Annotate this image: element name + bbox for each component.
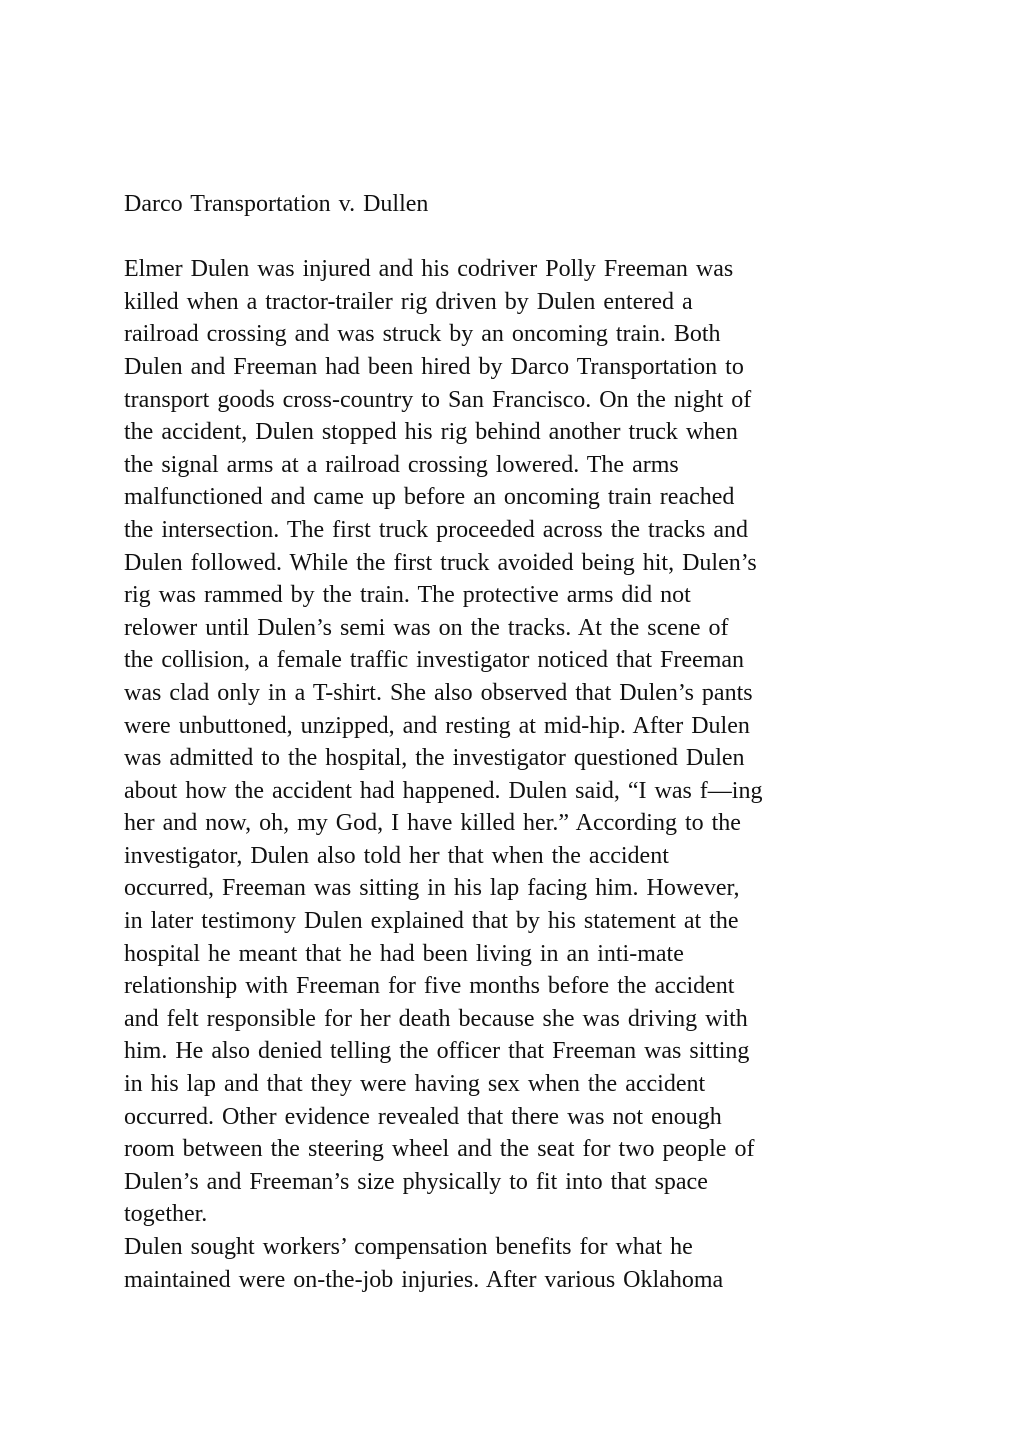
document-title: Darco Transportation v. Dullen bbox=[124, 191, 429, 217]
body-line: investigator, Dulen also told her that when the accident bbox=[124, 842, 669, 869]
body-line: room between the steering wheel and the seat for two people of bbox=[124, 1136, 755, 1163]
body-line: malfunctioned and came up before an oncoming train reached bbox=[124, 484, 735, 511]
document-body bbox=[124, 253, 924, 1296]
body-line: the intersection. The first truck proceeded across the tracks and bbox=[124, 516, 748, 543]
body-line: hospital he meant that he had been living in an inti-mate bbox=[124, 940, 684, 967]
body-line: relower until Dulen’s semi was on the tracks. At the scene of bbox=[124, 614, 729, 641]
body-line: maintained were on-the-job injuries. After various Oklahoma bbox=[124, 1266, 724, 1293]
document-page bbox=[124, 188, 924, 1296]
body-line: occurred, Freeman was sitting in his lap facing him. However, bbox=[124, 875, 740, 902]
body-line: was clad only in a T-shirt. She also observed that Dulen’s pants bbox=[124, 679, 753, 706]
body-line: in his lap and that they were having sex when the accident bbox=[124, 1071, 706, 1098]
body-line: Dulen’s and Freeman’s size physically to fit into that space bbox=[124, 1168, 708, 1195]
body-line: in later testimony Dulen explained that by his statement at the bbox=[124, 908, 739, 935]
title-spacer bbox=[124, 221, 924, 254]
body-line: together. bbox=[124, 1201, 208, 1228]
body-line: and felt responsible for her death because she was driving with bbox=[124, 1005, 748, 1032]
body-line: rig was rammed by the train. The protective arms did not bbox=[124, 582, 691, 609]
body-line: Elmer Dulen was injured and his codriver Polly Freeman was bbox=[124, 256, 734, 283]
body-line: her and now, oh, my God, I have killed her.” According to the bbox=[124, 810, 741, 837]
body-line: occurred. Other evidence revealed that there was not enough bbox=[124, 1103, 722, 1130]
body-line: the signal arms at a railroad crossing lowered. The arms bbox=[124, 451, 679, 478]
body-line: railroad crossing and was struck by an oncoming train. Both bbox=[124, 321, 721, 348]
body-line: transport goods cross-country to San Francisco. On the night of bbox=[124, 386, 752, 413]
body-line: Dulen followed. While the first truck avoided being hit, Dulen’s bbox=[124, 549, 757, 576]
body-line: Dulen and Freeman had been hired by Darco Transportation to bbox=[124, 353, 744, 380]
body-line: the collision, a female traffic investigator noticed that Freeman bbox=[124, 647, 745, 674]
body-line: about how the accident had happened. Dulen said, “I was f—ing bbox=[124, 777, 763, 804]
body-line: Dulen sought workers’ compensation benefits for what he bbox=[124, 1234, 693, 1260]
body-line: the accident, Dulen stopped his rig behind another truck when bbox=[124, 419, 738, 446]
body-line: were unbuttoned, unzipped, and resting at mid-hip. After Dulen bbox=[124, 712, 750, 739]
body-line: him. He also denied telling the officer that Freeman was sitting bbox=[124, 1038, 750, 1065]
body-line: relationship with Freeman for five months before the accident bbox=[124, 973, 735, 1000]
body-line: was admitted to the hospital, the investigator questioned Dulen bbox=[124, 745, 745, 772]
body-line: killed when a tractor-trailer rig driven by Dulen entered a bbox=[124, 288, 693, 315]
